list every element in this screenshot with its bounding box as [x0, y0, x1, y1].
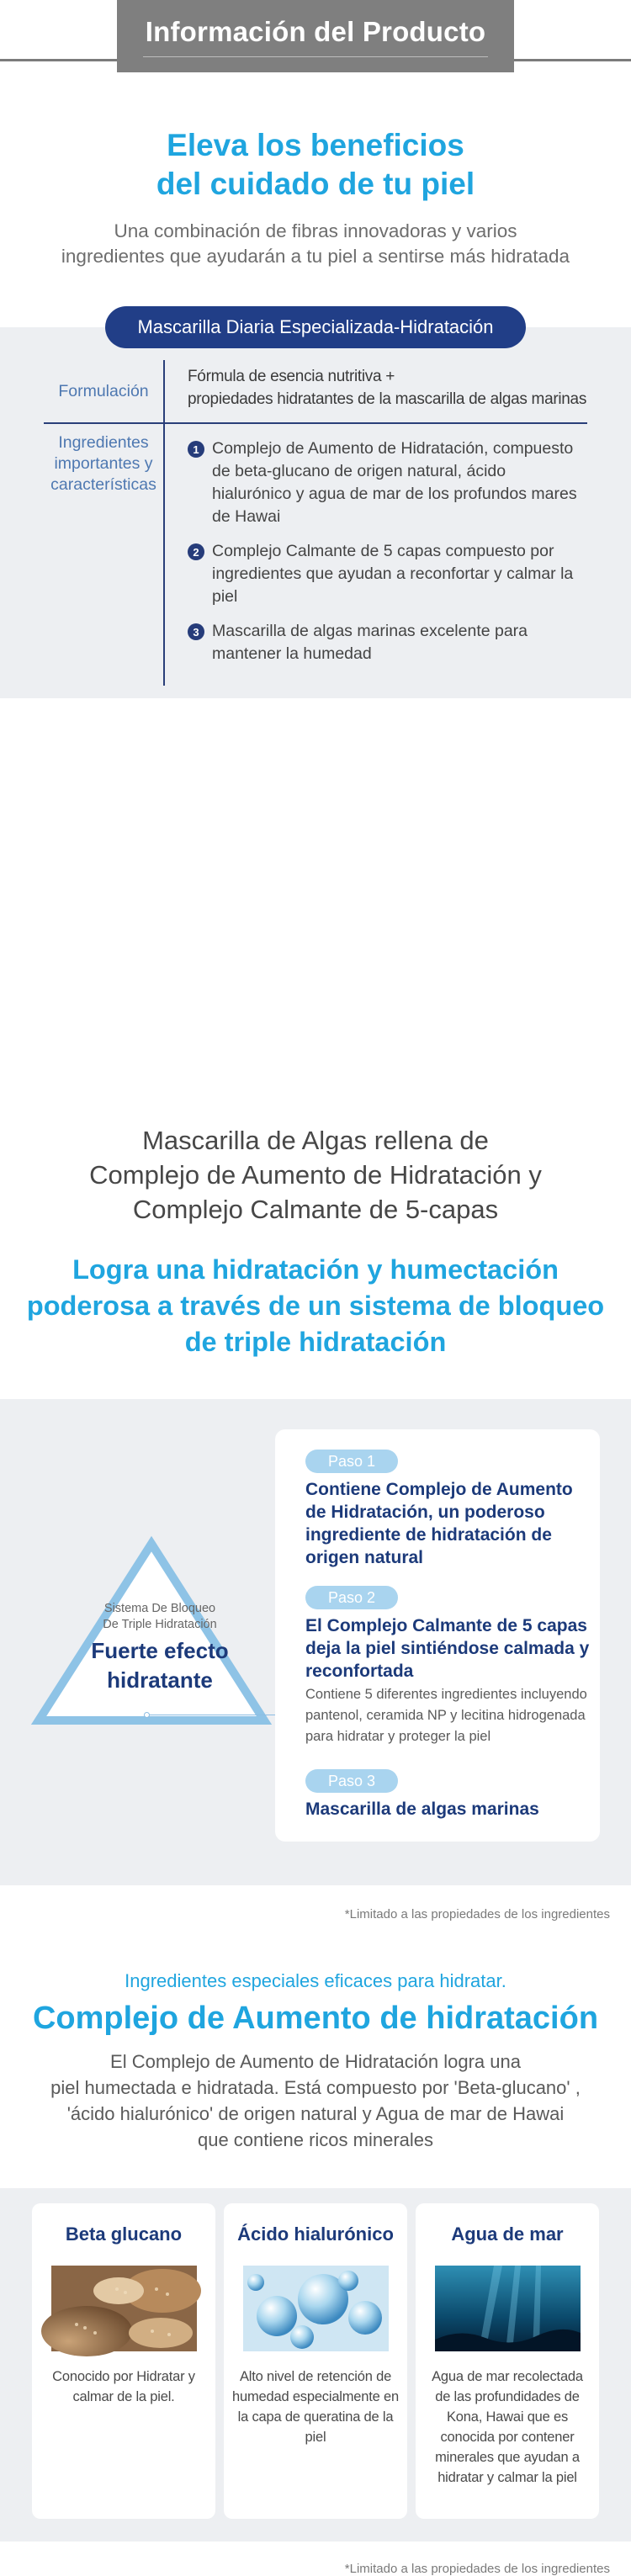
ingredient-name: Agua de mar — [451, 2224, 564, 2245]
headline-line: Logra una hidratación y humectación — [72, 1254, 559, 1285]
triple-hydration-diagram — [0, 1399, 631, 1885]
step-pill: Paso 3 — [305, 1769, 398, 1793]
complex-pretitle: Ingredientes especiales eficaces para hidratar. — [125, 1970, 506, 1991]
headline-line: de triple hidratación — [184, 1327, 447, 1357]
triangle-label — [59, 1601, 261, 1695]
row-label: Formulación — [58, 382, 149, 400]
spec-table-section — [0, 306, 631, 686]
ingredient-description: Alto nivel de retención de humedad especialmente en la capa de queratina de la piel — [232, 2369, 399, 2445]
system-subtitle — [0, 1123, 631, 1227]
intro-body — [0, 219, 631, 269]
list-item — [188, 620, 587, 665]
intro-headline-line: del cuidado de tu piel — [156, 167, 475, 201]
complex-section — [0, 1921, 631, 2153]
steps-card — [275, 1429, 600, 1842]
grain-photo — [51, 2266, 197, 2351]
intro-headline-line: Eleva los beneficios — [167, 128, 464, 162]
row-label-line: importantes y — [54, 454, 153, 473]
ingredient-name: Beta glucano — [65, 2224, 183, 2245]
number-badge: 2 — [188, 543, 204, 560]
droplets-photo — [243, 2266, 389, 2351]
step-title: El Complejo Calmante de 5 capas deja la piel sintiéndose calmada y reconfortada — [305, 1616, 590, 1681]
body-line: que contiene ricos minerales — [197, 2129, 434, 2150]
system-section — [0, 1078, 631, 1360]
effect-label-line: hidratante — [107, 1667, 213, 1693]
step-1 — [305, 1450, 591, 1569]
number-badge: 1 — [188, 441, 204, 458]
product-name-pill: Mascarilla Diaria Especializada-Hidratación — [105, 306, 526, 348]
title-underline — [143, 56, 488, 57]
table-row — [44, 424, 587, 686]
headline-line: poderosa a través de un sistema de bloqueo — [26, 1291, 605, 1321]
list-item-text: Mascarilla de algas marinas excelente para mantener la humedad — [212, 622, 528, 663]
row-value-line: Fórmula de esencia nutritiva + — [188, 368, 395, 385]
system-name-line: De Triple Hidratación — [103, 1618, 217, 1631]
list-item-text: Complejo de Aumento de Hidratación, compuesto de beta-glucano de origen natural, ácido hialurónico y agua de mar de los profundos mares de Hawai — [212, 439, 577, 526]
ingredient-card-sea-water — [416, 2203, 599, 2519]
step-pill: Paso 1 — [305, 1450, 398, 1473]
row-label — [44, 424, 163, 686]
subtitle-line: Complejo de Aumento de Hidratación y — [89, 1160, 542, 1190]
list-item — [188, 540, 587, 608]
header-box — [117, 0, 514, 72]
number-badge: 3 — [188, 623, 204, 640]
list-item — [188, 437, 587, 528]
list-item-text: Complejo Calmante de 5 capas compuesto por ingredientes que ayudan a reconfortar y calmar la piel — [212, 542, 574, 606]
feature-list — [163, 424, 587, 686]
row-value-line: propiedades hidratantes de la mascarilla de algas marinas — [188, 390, 587, 408]
footnote: *Limitado a las propiedades de los ingredientes — [344, 1907, 610, 1921]
step-2 — [305, 1586, 597, 1747]
intro-headline — [0, 126, 631, 204]
page-title: Información del Producto — [145, 15, 486, 47]
complex-body — [0, 2049, 631, 2153]
intro-section — [0, 76, 631, 269]
ingredient-card-hyaluronic-acid — [224, 2203, 407, 2519]
effect-label — [59, 1636, 261, 1695]
connector-dot — [144, 1712, 150, 1718]
step-title: Contiene Complejo de Aumento de Hidratación, un poderoso ingrediente de hidratación de origen natural — [305, 1480, 573, 1567]
table-row — [44, 360, 587, 422]
subtitle-line: Complejo Calmante de 5-capas — [132, 1195, 499, 1224]
ingredient-description: Conocido por Hidratar y calmar de la piel. — [52, 2369, 195, 2404]
effect-label-line: Fuerte efecto — [91, 1638, 229, 1663]
system-headline — [0, 1252, 631, 1360]
ingredient-name: Ácido hialurónico — [237, 2224, 394, 2245]
step-pill: Paso 2 — [305, 1586, 398, 1609]
ingredient-cards — [0, 2188, 631, 2542]
ingredient-card-beta-glucan — [32, 2203, 215, 2519]
page-header — [0, 0, 631, 76]
body-line: piel humectada e hidratada. Está compuesto por 'Beta-glucano' , — [50, 2077, 581, 2098]
intro-body-line: ingredientes que ayudarán a tu piel a sentirse más hidratada — [61, 246, 570, 267]
row-value — [163, 360, 587, 422]
step-description: Contiene 5 diferentes ingredientes incluyendo pantenol, ceramida NP y lecitina hidrogenada para hidratar y proteger la piel — [305, 1687, 587, 1744]
complex-headline: Complejo de Aumento de hidratación — [32, 2001, 599, 2036]
row-label-line: Ingredientes — [58, 433, 149, 452]
step-title: Mascarilla de algas marinas — [305, 1799, 539, 1819]
system-name — [59, 1601, 261, 1633]
ocean-photo — [435, 2266, 581, 2351]
subtitle-line: Mascarilla de Algas rellena de — [142, 1126, 489, 1155]
step-3 — [305, 1769, 591, 1821]
body-line: 'ácido hialurónico' de origen natural y Agua de mar de Hawai — [66, 2103, 565, 2124]
footnote: *Limitado a las propiedades de los ingredientes — [344, 2562, 610, 2576]
intro-body-line: Una combinación de fibras innovadoras y varios — [114, 220, 517, 241]
spec-table — [0, 360, 631, 686]
row-label-line: características — [50, 475, 156, 494]
ingredient-description: Agua de mar recolectada de las profundidades de Kona, Hawai que es conocida por contener minerales que ayudan a hidratar y calmar la piel — [432, 2369, 583, 2485]
system-name-line: Sistema De Bloqueo — [103, 1602, 216, 1615]
body-line: El Complejo de Aumento de Hidratación logra una — [110, 2051, 521, 2072]
